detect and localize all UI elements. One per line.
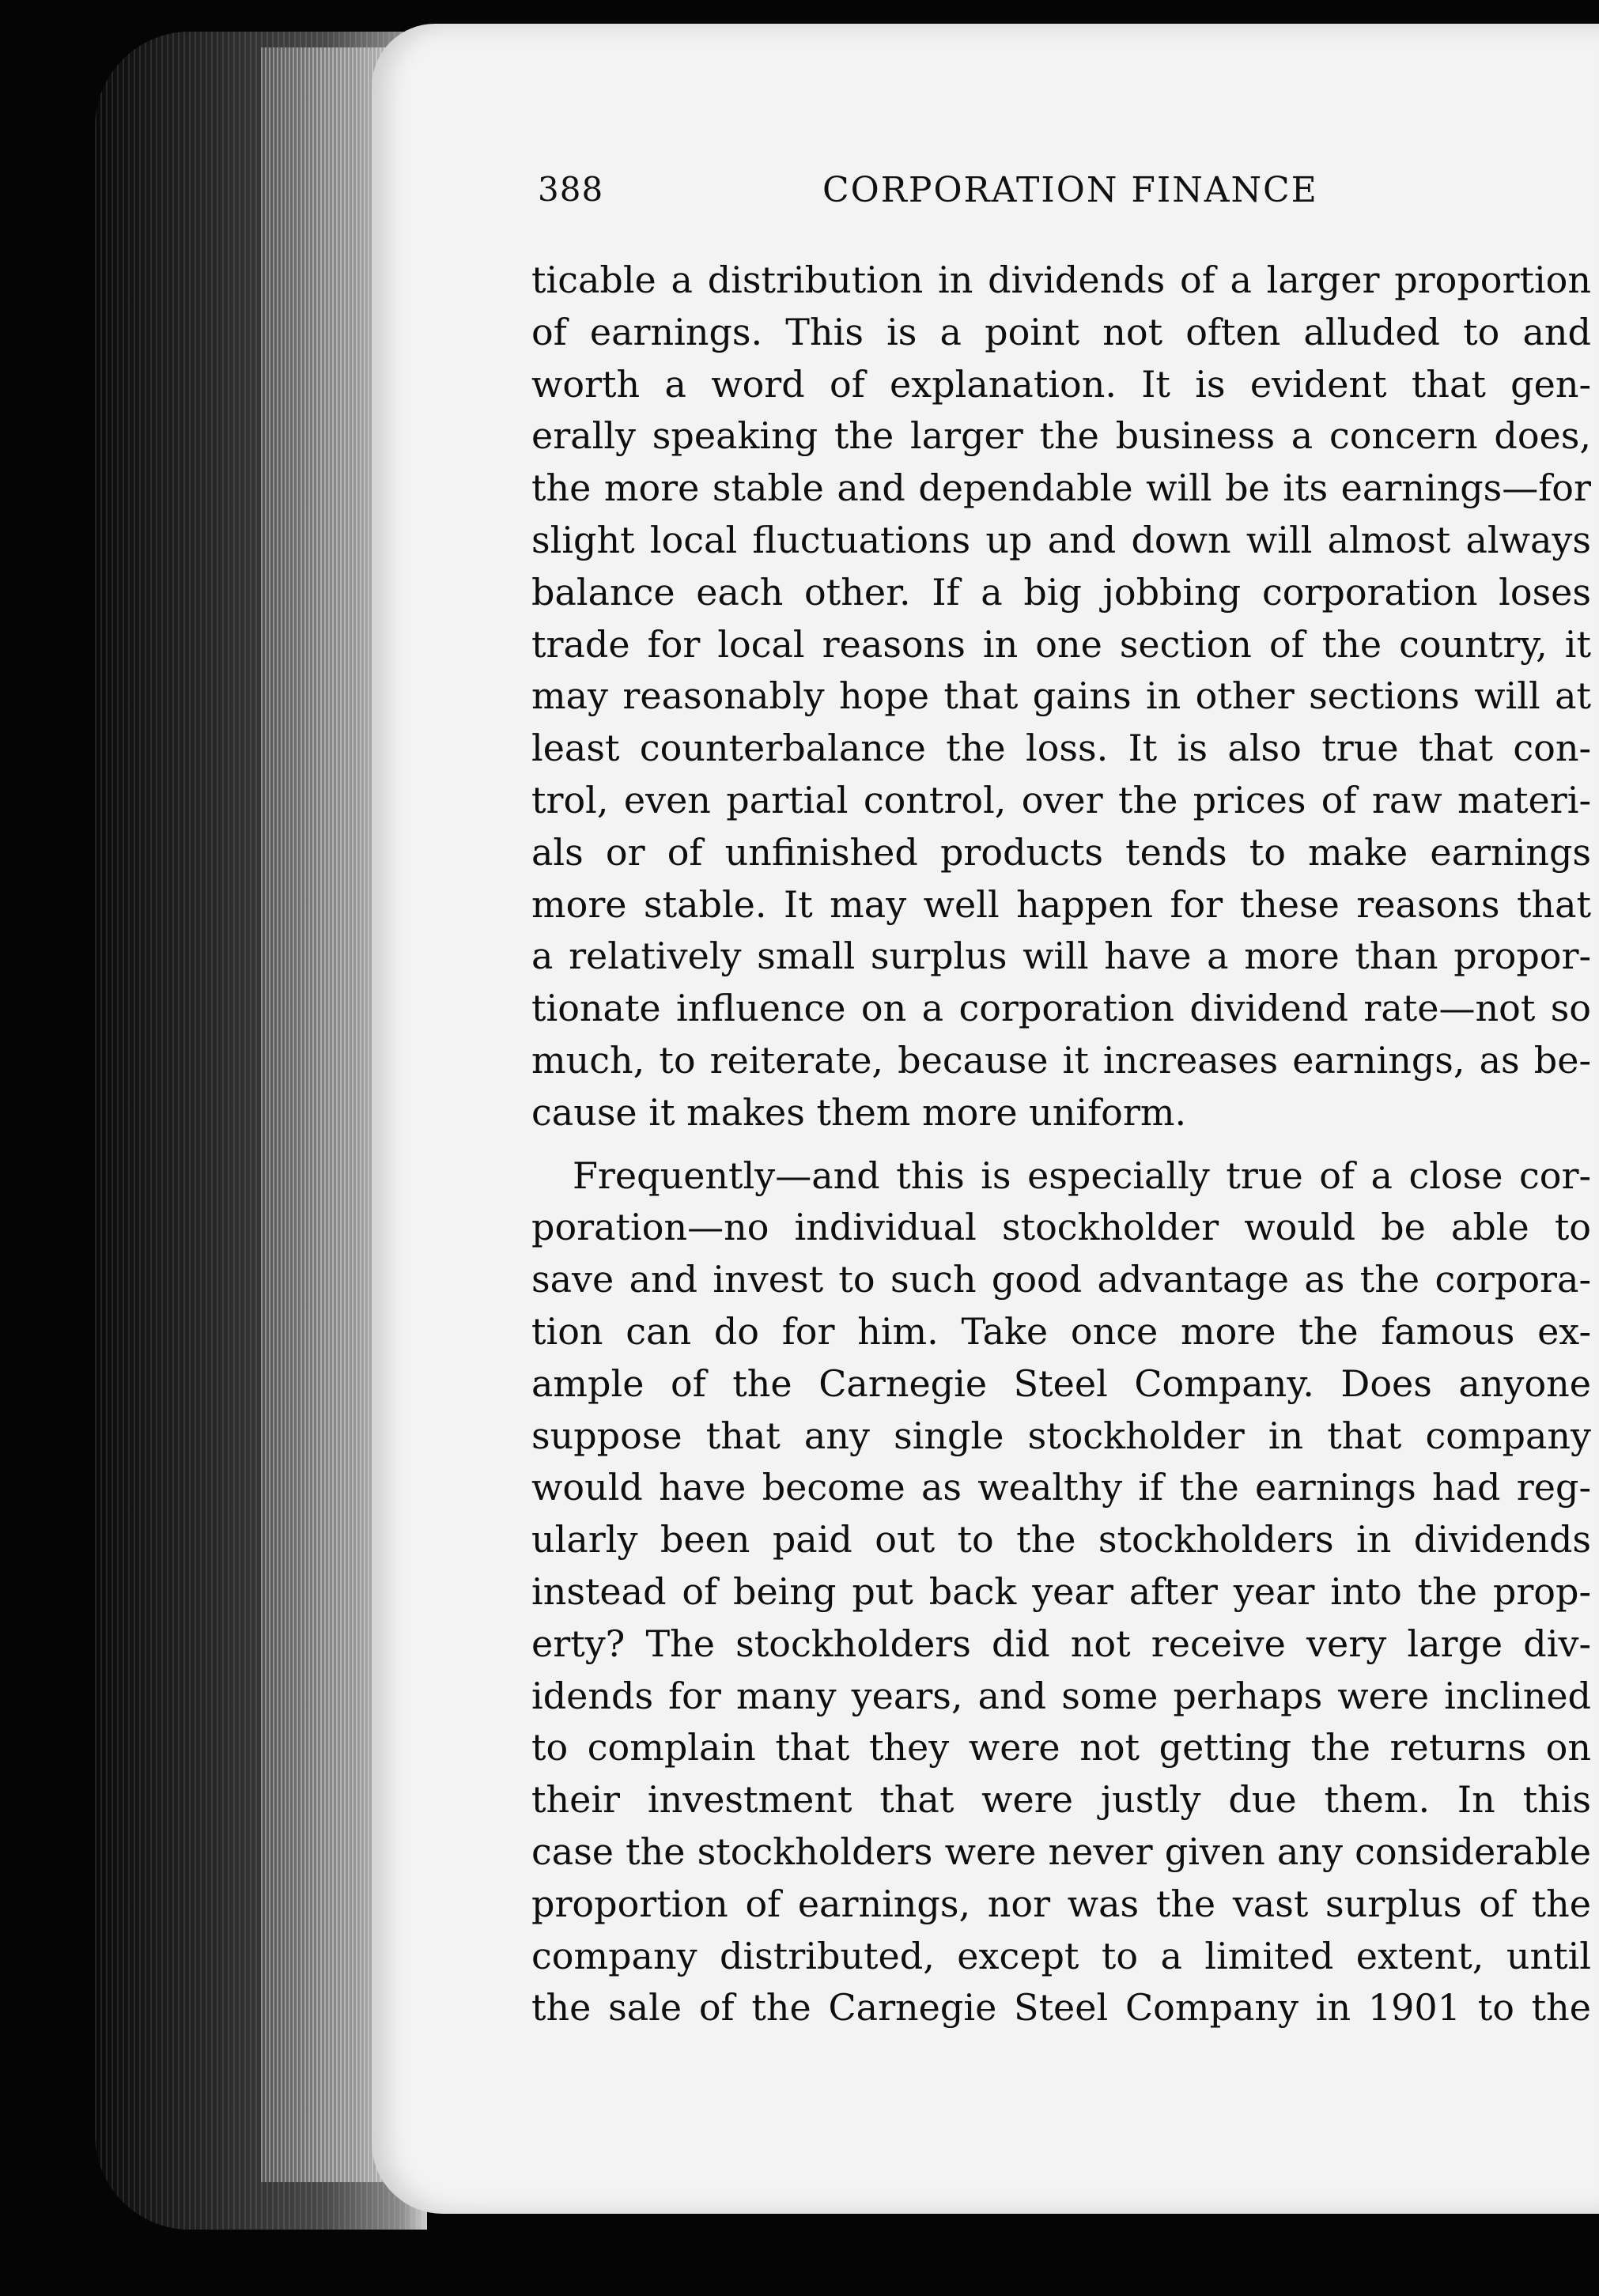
text-line: least counterbalance the loss. It is also true that con-	[531, 727, 1591, 770]
text-line: balance each other. If a big jobbing corporation loses	[531, 570, 1591, 614]
text-line: case the stockholders were never given any considerable	[531, 1830, 1591, 1873]
page-number: 388	[538, 170, 604, 209]
text-line: suppose that any single stockholder in that company	[531, 1414, 1591, 1457]
running-head	[538, 170, 1582, 217]
text-line: the sale of the Carnegie Steel Company in 1901 to the	[531, 1986, 1591, 2030]
text-line: may reasonably hope that gains in other sections will at	[531, 674, 1591, 718]
text-line: idends for many years, and some perhaps were inclined	[531, 1674, 1591, 1717]
text-line: the more stable and dependable will be its earnings—for	[531, 466, 1591, 510]
text-line: of earnings. This is a point not often alluded to and	[531, 310, 1591, 353]
text-line: save and invest to such good advantage as the corpora-	[531, 1258, 1591, 1301]
text-line: als or of unfinished products tends to make earnings	[531, 830, 1591, 874]
text-line: trade for local reasons in one section of the country, it	[531, 622, 1591, 666]
text-line: erty? The stockholders did not receive very large div-	[531, 1622, 1591, 1665]
text-line: worth a word of explanation. It is evident that gen-	[531, 362, 1591, 406]
text-line: more stable. It may well happen for these reasons that	[531, 882, 1591, 926]
text-line: to complain that they were not getting the returns on	[531, 1726, 1591, 1769]
text-line: much, to reiterate, because it increases earnings, as be-	[531, 1038, 1591, 1082]
text-line: tion can do for him. Take once more the famous ex-	[531, 1309, 1591, 1353]
paragraph-gap	[531, 1139, 1591, 1150]
text-line: poration—no individual stockholder would be able to	[531, 1206, 1591, 1249]
text-line: tionate influence on a corporation dividend rate—not so	[531, 987, 1591, 1030]
text-line: proportion of earnings, nor was the vast surplus of the	[531, 1882, 1591, 1925]
text-line: cause it makes them more uniform.	[531, 1090, 1187, 1134]
text-line: Frequently—and this is especially true of a close cor-	[573, 1154, 1591, 1197]
paragraph	[531, 255, 1591, 1139]
text-line: ample of the Carnegie Steel Company. Does anyone	[531, 1361, 1591, 1405]
text-line: erally speaking the larger the business a concern does,	[531, 414, 1591, 458]
text-line: their investment that were justly due them. In this	[531, 1778, 1591, 1822]
body-text	[531, 255, 1591, 2034]
text-line: a relatively small surplus will have a more than propor-	[531, 935, 1591, 978]
paragraph	[531, 1150, 1591, 2035]
text-line: ticable a distribution in dividends of a larger proportion	[531, 259, 1591, 301]
text-line: ularly been paid out to the stockholders in dividends	[531, 1518, 1591, 1562]
text-line: slight local fluctuations up and down will almost always	[531, 518, 1591, 561]
text-line: trol, even partial control, over the prices of raw materi-	[531, 778, 1591, 821]
text-line: company distributed, except to a limited extent, until	[531, 1934, 1591, 1977]
text-line: instead of being put back year after year into the prop-	[531, 1569, 1591, 1613]
page-title: CORPORATION FINANCE	[822, 170, 1318, 210]
text-line: would have become as wealthy if the earnings had reg-	[531, 1466, 1591, 1509]
